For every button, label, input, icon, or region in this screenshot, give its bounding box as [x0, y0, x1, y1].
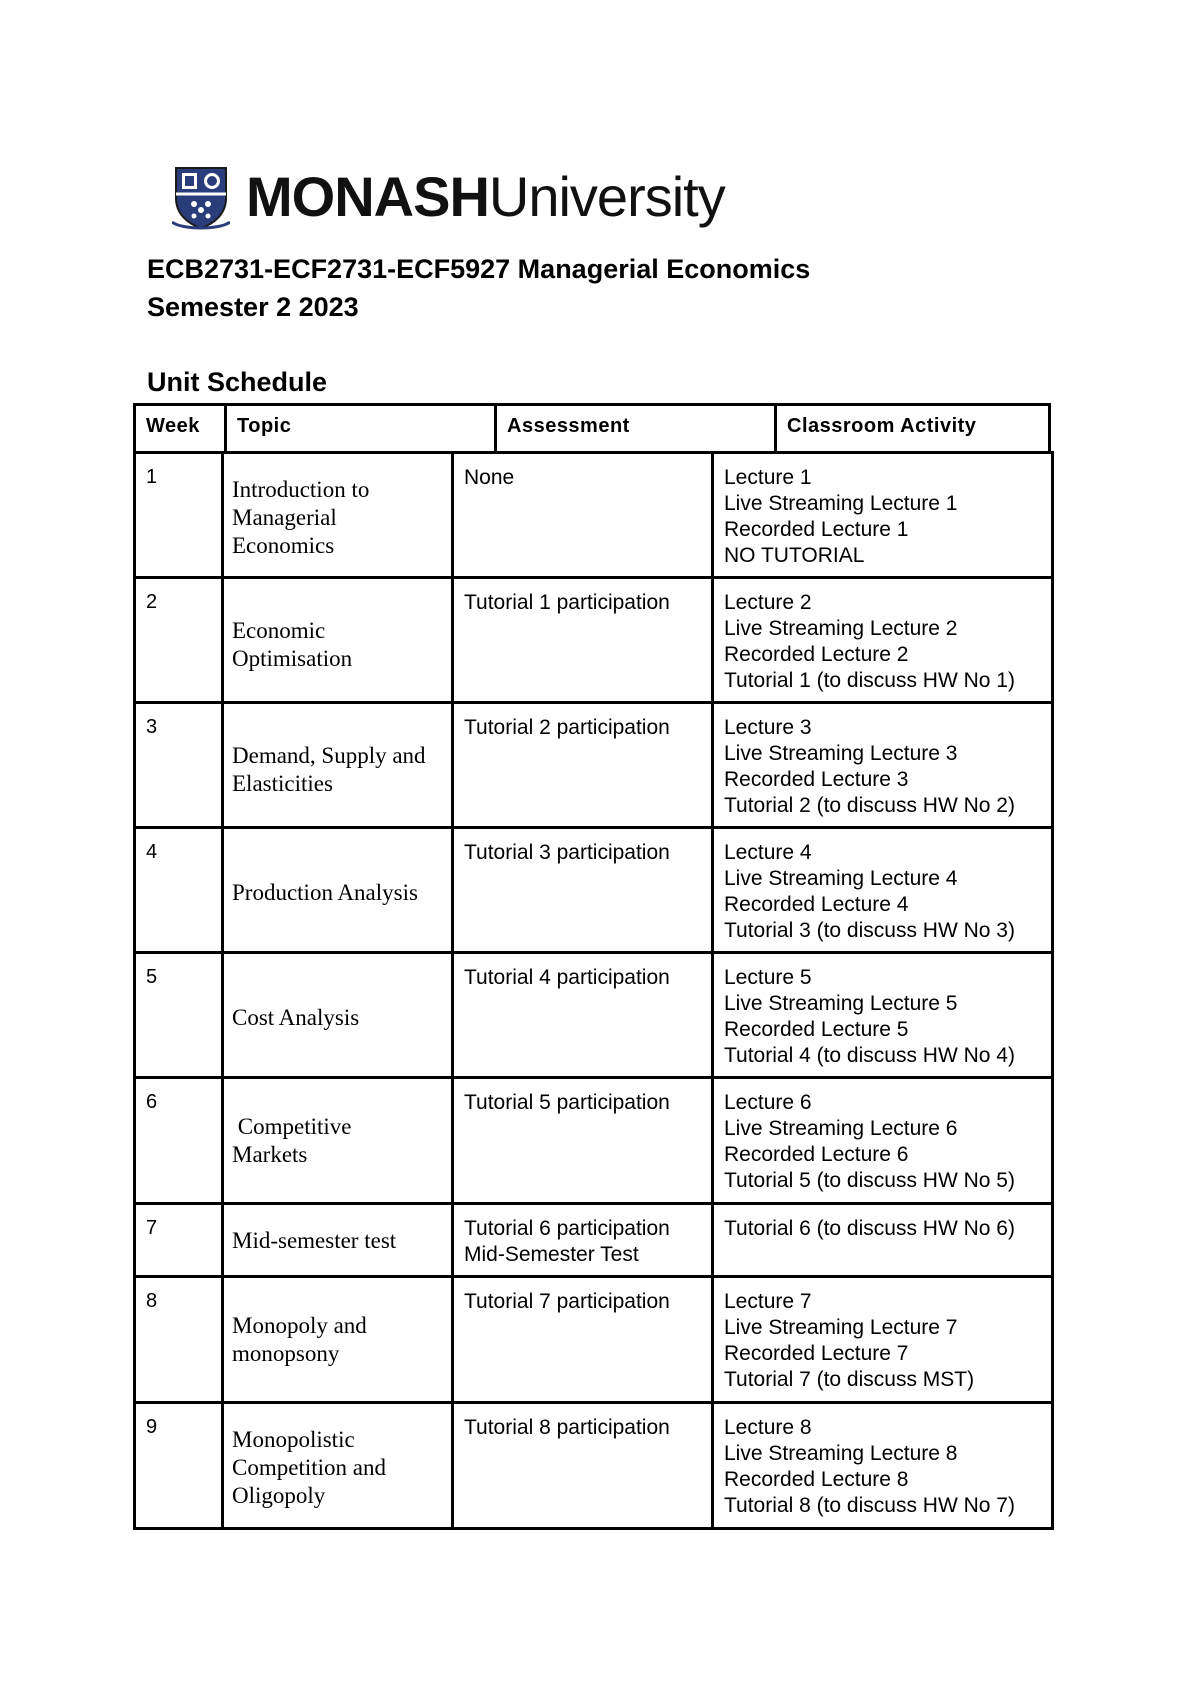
activity-cell: [713, 1204, 1053, 1277]
table-row: [135, 703, 1053, 828]
assessment-line: Tutorial 1 participation: [464, 591, 670, 614]
topic-cell: [223, 703, 453, 828]
activity-cell: [713, 1078, 1053, 1204]
topic-cell: [223, 453, 453, 578]
assessment-line: None: [464, 466, 515, 489]
activity-line: Live Streaming Lecture 8: [724, 1442, 958, 1465]
topic-line: Cost Analysis: [232, 1005, 360, 1030]
topic-cell: [223, 1277, 453, 1403]
activity-line: Live Streaming Lecture 3: [724, 742, 958, 765]
activity-line: Recorded Lecture 7: [724, 1342, 909, 1365]
table-row: [135, 1277, 1053, 1403]
activity-cell: [713, 578, 1053, 703]
wordmark-monash: MONASH: [246, 165, 489, 228]
activity-line: Tutorial 1 (to discuss HW No 1): [724, 669, 1015, 692]
activity-line: Tutorial 7 (to discuss MST): [724, 1368, 975, 1391]
assessment-line: Tutorial 5 participation: [464, 1091, 670, 1114]
topic-line: Markets: [232, 1142, 308, 1167]
week-cell: 2: [135, 578, 223, 703]
table-row: [135, 1403, 1053, 1529]
assessment-cell: [453, 578, 713, 703]
topic-line: Economic: [232, 618, 326, 643]
assessment-cell: [453, 953, 713, 1078]
activity-cell: [713, 1277, 1053, 1403]
activity-line: Tutorial 3 (to discuss HW No 3): [724, 919, 1015, 942]
column-header-topic: Topic: [224, 406, 494, 451]
topic-line: Competition and: [232, 1455, 386, 1480]
topic-line: Production Analysis: [232, 880, 418, 905]
activity-line: NO TUTORIAL: [724, 544, 865, 567]
university-crest-icon: [172, 164, 230, 230]
assessment-line: Tutorial 8 participation: [464, 1416, 670, 1439]
column-header-activity: Classroom Activity: [774, 406, 1048, 451]
semester-label: Semester 2 2023: [147, 292, 359, 322]
assessment-cell: [453, 1204, 713, 1277]
table-header-row: [133, 403, 1051, 451]
unit-title: ECB2731-ECF2731-ECF5927 Managerial Economics: [147, 254, 811, 284]
column-header-assessment: Assessment: [494, 406, 774, 451]
activity-line: Tutorial 5 (to discuss HW No 5): [724, 1169, 1015, 1192]
activity-line: Lecture 6: [724, 1091, 812, 1114]
activity-line: Recorded Lecture 3: [724, 768, 909, 791]
topic-line: Introduction to: [232, 477, 370, 502]
topic-line: monopsony: [232, 1341, 340, 1366]
topic-cell: [223, 1204, 453, 1277]
activity-line: Tutorial 2 (to discuss HW No 2): [724, 794, 1015, 817]
activity-cell: [713, 828, 1053, 953]
topic-line: Economics: [232, 533, 335, 558]
activity-line: Lecture 3: [724, 716, 812, 739]
topic-line: Elasticities: [232, 771, 333, 796]
assessment-cell: [453, 1078, 713, 1204]
activity-line: Tutorial 6 (to discuss HW No 6): [724, 1217, 1015, 1240]
table-row: [135, 828, 1053, 953]
assessment-line: Tutorial 7 participation: [464, 1290, 670, 1313]
activity-line: Recorded Lecture 1: [724, 518, 909, 541]
assessment-line: Tutorial 4 participation: [464, 966, 670, 989]
activity-line: Live Streaming Lecture 7: [724, 1316, 958, 1339]
topic-line: Monopolistic: [232, 1427, 355, 1452]
week-cell: 9: [135, 1403, 223, 1529]
activity-line: Tutorial 8 (to discuss HW No 7): [724, 1494, 1015, 1517]
week-cell: 3: [135, 703, 223, 828]
assessment-cell: [453, 703, 713, 828]
university-wordmark: [246, 167, 725, 227]
activity-line: Lecture 4: [724, 841, 812, 864]
topic-cell: [223, 1078, 453, 1204]
assessment-line: Tutorial 2 participation: [464, 716, 670, 739]
activity-line: Recorded Lecture 5: [724, 1018, 909, 1041]
week-cell: 6: [135, 1078, 223, 1204]
activity-line: Lecture 7: [724, 1290, 812, 1313]
activity-line: Recorded Lecture 4: [724, 893, 909, 916]
column-header-week: Week: [146, 415, 200, 437]
table-row: [135, 578, 1053, 703]
unit-title-block: [147, 250, 810, 326]
assessment-cell: [453, 1277, 713, 1403]
assessment-line: Tutorial 3 participation: [464, 841, 670, 864]
week-cell: 4: [135, 828, 223, 953]
activity-line: Lecture 2: [724, 591, 812, 614]
activity-line: Recorded Lecture 2: [724, 643, 909, 666]
activity-line: Live Streaming Lecture 6: [724, 1117, 958, 1140]
week-cell: 5: [135, 953, 223, 1078]
schedule-grid: [133, 451, 1054, 1530]
monash-logo: [172, 164, 725, 230]
topic-line: Demand, Supply and: [232, 743, 426, 768]
topic-line: Competitive: [232, 1114, 352, 1139]
activity-cell: [713, 703, 1053, 828]
assessment-cell: [453, 453, 713, 578]
activity-line: Live Streaming Lecture 2: [724, 617, 958, 640]
topic-line: Oligopoly: [232, 1483, 326, 1508]
activity-line: Recorded Lecture 6: [724, 1143, 909, 1166]
activity-line: Lecture 1: [724, 466, 812, 489]
wordmark-university: University: [488, 165, 725, 228]
assessment-cell: [453, 1403, 713, 1529]
activity-line: Lecture 8: [724, 1416, 812, 1439]
table-row: [135, 453, 1053, 578]
unit-schedule-table: [133, 403, 1051, 1530]
topic-line: Monopoly and: [232, 1313, 367, 1338]
assessment-line: Tutorial 6 participation: [464, 1217, 670, 1240]
week-cell: 7: [135, 1204, 223, 1277]
activity-line: Live Streaming Lecture 5: [724, 992, 958, 1015]
week-cell: 1: [135, 453, 223, 578]
topic-cell: [223, 828, 453, 953]
topic-line: Managerial: [232, 505, 337, 530]
assessment-line: Mid-Semester Test: [464, 1243, 639, 1266]
activity-line: Live Streaming Lecture 4: [724, 867, 958, 890]
topic-cell: [223, 1403, 453, 1529]
topic-line: Optimisation: [232, 646, 353, 671]
activity-cell: [713, 953, 1053, 1078]
activity-cell: [713, 1403, 1053, 1529]
section-heading: Unit Schedule: [147, 367, 328, 397]
activity-line: Recorded Lecture 8: [724, 1468, 909, 1491]
assessment-cell: [453, 828, 713, 953]
table-row: [135, 953, 1053, 1078]
week-cell: 8: [135, 1277, 223, 1403]
activity-line: Lecture 5: [724, 966, 812, 989]
topic-cell: [223, 578, 453, 703]
table-row: [135, 1078, 1053, 1204]
topic-cell: [223, 953, 453, 1078]
table-row: [135, 1204, 1053, 1277]
topic-line: Mid-semester test: [232, 1228, 397, 1253]
activity-cell: [713, 453, 1053, 578]
activity-line: Tutorial 4 (to discuss HW No 4): [724, 1044, 1015, 1067]
activity-line: Live Streaming Lecture 1: [724, 492, 958, 515]
